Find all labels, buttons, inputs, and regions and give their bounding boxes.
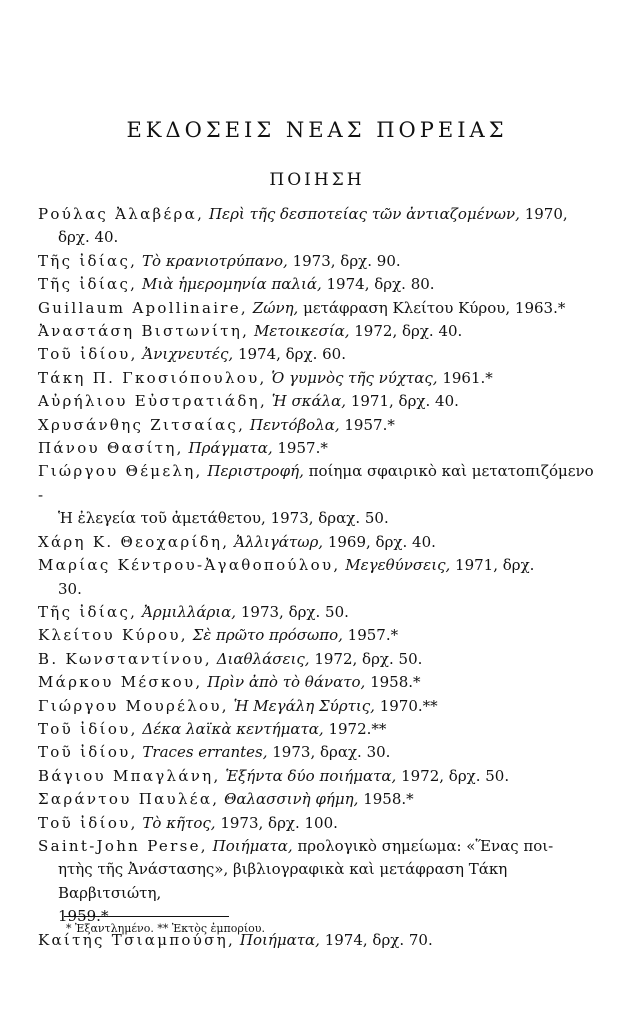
entry-author: Τῆς ἰδίας, (38, 602, 138, 621)
entry-line (38, 624, 598, 647)
entry-author: Βάγιου Μπαγλάνη, (38, 766, 221, 785)
list-item (38, 835, 598, 929)
entry-details: 1972, δρχ. 50. (401, 766, 510, 785)
entry-details: 1969, δρχ. 40. (327, 532, 436, 551)
list-item (38, 414, 598, 437)
entry-author: Saint-John Perse, (38, 836, 208, 855)
entry-author: Τοῦ ἰδίου, (38, 345, 138, 364)
entry-line (38, 414, 598, 437)
entry-details: 1957.* (277, 439, 328, 458)
entry-details: 1957.* (344, 415, 395, 434)
entry-details: 1974, δρχ. 80. (326, 275, 435, 294)
entry-title: Ἑξήντα δύο ποιήματα, (225, 766, 397, 785)
entry-line (38, 835, 598, 858)
entry-details: 1974, δρχ. 60. (237, 345, 346, 364)
entry-line (38, 531, 598, 554)
entry-details: 1972, δρχ. 40. (354, 322, 463, 341)
entry-line (38, 460, 598, 507)
entry-line (38, 390, 598, 413)
entry-author: Χρυσάνθης Ζιτσαίας, (38, 415, 246, 434)
entry-author: Γιώργου Μουρέλου, (38, 696, 229, 715)
entry-line (38, 601, 598, 624)
entry-line (38, 273, 598, 296)
list-item (38, 624, 598, 647)
footnote-rule (64, 916, 229, 917)
entry-title: Θαλασσινὴ φήμη, (224, 790, 359, 809)
entry-title: Ζώνη, (252, 298, 299, 317)
entry-details: 1961.* (442, 368, 493, 387)
entry-line (38, 695, 598, 718)
entry-author: Γιώργου Θέμελη, (38, 462, 203, 481)
list-item (38, 273, 598, 296)
entry-title: Δέκα λαϊκὰ κεντήματα, (142, 719, 324, 738)
entry-line (38, 648, 598, 671)
entry-details: 1973, δραχ. 30. (272, 743, 391, 762)
section-heading: ΠΟΙΗΣΗ (269, 170, 365, 190)
entry-title: Περὶ τῆς δεσποτείας τῶν ἀντιαζομένων, (208, 205, 520, 223)
entry-title: Πεντόβολα, (249, 415, 340, 434)
entry-title: Διαθλάσεις, (216, 649, 310, 668)
entry-line (38, 554, 598, 577)
entry-title: Τὸ κῆτος, (142, 813, 216, 832)
publisher-heading: ΕΚΔΟΣΕΙΣ ΝΕΑΣ ΠΟΡΕΙΑΣ (126, 118, 508, 142)
entry-title: Μιὰ ἡμερομηνία παλιά, (142, 275, 322, 294)
entry-details: 1970.** (379, 696, 438, 715)
entry-title: Πράγματα, (188, 439, 273, 458)
entry-author: Χάρη Κ. Θεοχαρίδη, (38, 532, 230, 551)
entry-author: Ἀναστάση Βιστωνίτη, (38, 322, 250, 341)
list-item (38, 250, 598, 273)
entry-title: Ἀνιχνευτές, (142, 345, 234, 364)
entry-line (38, 812, 598, 835)
entry-title: Traces errantes, (142, 743, 268, 762)
footnote: * Ἐξαντλημένο. ** Ἐκτὸς ἐμπορίου. (66, 922, 265, 935)
entry-continuation: δρχ. 40. (58, 228, 119, 247)
list-item (38, 367, 598, 390)
list-item (38, 718, 598, 741)
entry-details: 1973, δρχ. 90. (292, 251, 401, 270)
entry-title: Μετοικεσία, (253, 322, 350, 341)
list-item (38, 320, 598, 343)
entry-line (38, 250, 598, 273)
list-item (38, 765, 598, 788)
list-item (38, 203, 598, 250)
entry-line (38, 297, 598, 320)
entry-details: ποίημα σφαιρικὸ καὶ μετατοπιζόμενο - (38, 462, 594, 504)
entry-details: 1971, δρχ. 40. (350, 392, 459, 411)
list-item (38, 343, 598, 366)
list-item (38, 671, 598, 694)
entry-title: Ποιήματα, (212, 836, 293, 855)
entry-details: 1958.* (370, 673, 421, 692)
entry-details: 1957.* (347, 626, 399, 645)
list-item (38, 812, 598, 835)
entry-author: Τοῦ ἰδίου, (38, 743, 138, 762)
entry-title: Ἡ Μεγάλη Σύρτις, (233, 696, 375, 715)
entry-author: Αὐρήλιου Εὐστρατιάδη, (38, 392, 268, 411)
entry-author: Β. Κωνσταντίνου, (38, 649, 212, 668)
entry-title: Τὸ κρανιοτρύπανο, (142, 251, 288, 270)
entry-details: 1972.** (328, 719, 387, 738)
poetry-list (38, 203, 598, 952)
entry-author: Τοῦ ἰδίου, (38, 813, 138, 832)
entry-title: Ποιήματα, (239, 930, 320, 949)
entry-line (38, 671, 598, 694)
entry-line (38, 765, 598, 788)
entry-title: Πρὶν ἀπὸ τὸ θάνατο, (207, 673, 366, 692)
entry-author: Ρούλας Ἀλαβέρα, (38, 205, 205, 223)
list-item (38, 437, 598, 460)
entry-title: Ἡ σκάλα, (271, 392, 347, 411)
list-item (38, 788, 598, 811)
entry-author: Μαρίας Κέντρου-Ἀγαθοπούλου, (38, 556, 341, 575)
entry-author: Τάκη Π. Γκοσιόπουλου, (38, 368, 267, 387)
entry-author: Σαράντου Παυλέα, (38, 790, 220, 809)
list-item (38, 554, 598, 601)
list-item (38, 648, 598, 671)
entry-details: μετάφραση Κλείτου Κύρου, 1963.* (303, 298, 566, 317)
entry-line (38, 343, 598, 366)
entry-author: Καίτης Τσιαμπούση, (38, 930, 236, 949)
entry-line (38, 741, 598, 764)
list-item (38, 297, 598, 320)
entry-continuation: 1959.* (58, 907, 109, 926)
entry-details: 1958.* (363, 790, 414, 809)
list-item (38, 741, 598, 764)
entry-line (38, 367, 598, 390)
entry-line (38, 788, 598, 811)
entry-line (38, 203, 598, 226)
entry-author: Κλείτου Κύρου, (38, 626, 188, 645)
entry-details: 1970, (524, 205, 568, 223)
entry-line (38, 718, 598, 741)
entry-continuation: ητὴς τῆς Ἀνάστασης», βιβλιογραφικὰ καὶ μετάφραση Τάκη Βαρβιτσιώτη, (58, 860, 508, 902)
entry-title: Περιστροφή, (207, 462, 304, 481)
list-item (38, 695, 598, 718)
entry-continuation: 30. (58, 579, 82, 598)
entry-author: Μάρκου Μέσκου, (38, 673, 203, 692)
entry-details: προλογικὸ σημείωμα: «Ἕνας ποι- (297, 836, 554, 855)
entry-title: Μεγεθύνσεις, (345, 556, 451, 575)
entry-author: Guillaum Apollinaire, (38, 298, 249, 317)
entry-details: 1973, δρχ. 100. (220, 813, 338, 832)
list-item (38, 390, 598, 413)
entry-title: Σὲ πρῶτο πρόσωπο, (192, 626, 343, 645)
entry-author: Τοῦ ἰδίου, (38, 719, 138, 738)
entry-details: 1972, δρχ. 50. (314, 649, 423, 668)
entry-title: Ὁ γυμνὸς τῆς νύχτας, (271, 368, 438, 387)
list-item (38, 601, 598, 624)
list-item (38, 531, 598, 554)
entry-author: Πάνου Θασίτη, (38, 439, 184, 458)
entry-details: 1974, δρχ. 70. (324, 930, 433, 949)
entry-author: Τῆς ἰδίας, (38, 251, 138, 270)
entry-details: 1971, δρχ. (455, 556, 535, 575)
list-item (38, 460, 598, 530)
entry-continuation: Ἡ ἐλεγεία τοῦ ἀμετάθετου, 1973, δραχ. 50. (58, 509, 389, 528)
entry-line (38, 437, 598, 460)
entry-author: Τῆς ἰδίας, (38, 275, 138, 294)
entry-line (38, 320, 598, 343)
entry-details: 1973, δρχ. 50. (240, 602, 349, 621)
entry-title: Ἀρμιλλάρια, (142, 602, 237, 621)
entry-title: Ἀλλιγάτωρ, (234, 532, 324, 551)
